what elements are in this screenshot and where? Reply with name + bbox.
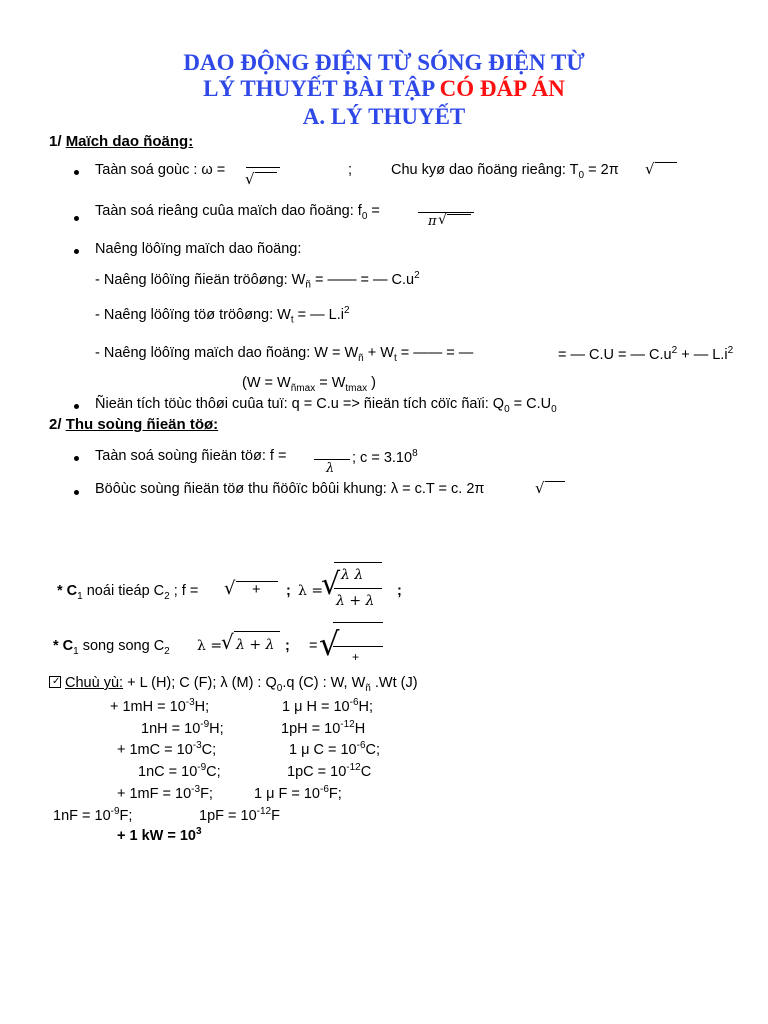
fraction-bar <box>333 646 383 647</box>
bullet-icon <box>74 170 79 175</box>
answer-label: CÓ ĐÁP ÁN <box>439 76 565 101</box>
plus-sign: + <box>252 582 261 598</box>
light-speed-formula: ; $c = 3.10^8$ <box>352 448 418 466</box>
sqrt-bar <box>333 622 383 623</box>
unit-mc: + $1mC = 10^{-3}C$; <box>117 740 217 758</box>
unit-mf: + $1mF = 10^{-3}F$; <box>117 784 213 802</box>
lambda-equals: λ = <box>197 638 223 654</box>
notes-heading: ✓ Chuù yù: + L (H); C (F); λ (M) : $Q_0.q$ (C) : W, $W_ñ$ .Wt (J) <box>49 675 418 694</box>
fraction-bar <box>314 459 350 460</box>
separator: ; <box>285 638 290 654</box>
bullet-icon <box>74 249 79 254</box>
unit-pc: $1pC = 10^{-12}C$ <box>287 762 372 780</box>
fraction-bar <box>246 167 280 168</box>
sqrt-icon: √ <box>221 630 234 654</box>
pi-symbol: π <box>428 214 437 229</box>
sqrt-icon: √ <box>321 567 341 602</box>
bullet-icon <box>74 490 79 495</box>
separator: ; <box>286 583 291 599</box>
series-formula: * $C_1$ noái tieáp $C_2$ ; f = <box>57 583 199 602</box>
sqrt-bar <box>255 172 277 173</box>
bullet-icon <box>74 216 79 221</box>
unit-nf: $1nF = 10^{-9}F$; <box>53 806 133 824</box>
title-line-1: DAO ĐỘNG ĐIỆN TỪ SÓNG ĐIỆN TỪ <box>183 50 585 75</box>
sqrt-bar <box>334 562 382 563</box>
section-2-heading: 2/ Thu soùng ñieän töø: <box>49 416 219 433</box>
title-line-2: LÝ THUYẾT BÀI TẬP CÓ ĐÁP ÁN <box>203 76 565 101</box>
unit-ph: $1pH = 10^{-12}H$ <box>281 719 366 737</box>
charge-formula: Ñieän tích töùc thôøi cuûa tuï: q = C.u => ñieän tích cöïc ñaïi: $Q_0 = C.U_0$ <box>95 396 557 415</box>
lambda-equals: λ = <box>298 583 324 599</box>
unit-kw: + 1 kW = $10^3$ <box>117 826 202 844</box>
lambda-symbol: λ <box>326 461 335 476</box>
lambda-sum: λ + λ <box>236 637 275 653</box>
total-energy-formula: - Naêng löôïng maïch dao ñoäng: $W = W_ñ + W_t$ = —— = — <box>95 345 474 364</box>
separator: ; <box>397 583 402 599</box>
sqrt-bar <box>545 481 565 482</box>
bullet-icon <box>74 456 79 461</box>
unit-uh: 1 μ $H = 10^{-6}H$; <box>282 697 374 715</box>
lambda-denominator: λ + λ <box>336 593 375 609</box>
unit-pf: $1pF = 10^{-12}F$ <box>199 806 280 824</box>
sqrt-icon: √ <box>438 212 447 228</box>
wave-frequency-formula: Taàn soá soùng ñieän töø: f = <box>95 448 287 464</box>
magnetic-energy-formula: - Naêng löôïng töø tröôøng: $W_t$ = — $L.i^2$ <box>95 305 350 326</box>
sqrt-icon: √ <box>319 625 340 663</box>
sqrt-icon: √ <box>224 578 236 599</box>
bullet-icon <box>74 404 79 409</box>
lambda-numerator: λ λ <box>341 567 364 583</box>
sqrt-icon: √ <box>645 160 655 178</box>
fraction-bar <box>334 588 382 589</box>
section-1-heading: 1/ Maïch dao ñoäng: <box>49 133 194 150</box>
period-formula: Chu kyø dao ñoäng rieâng: $T_0 = 2\pi$ <box>391 162 619 181</box>
energy-heading: Naêng löôïng maïch dao ñoäng: <box>95 241 302 257</box>
sqrt-bar <box>234 631 280 632</box>
unit-nh: $1nH = 10^{-9}H$; <box>141 719 224 737</box>
unit-mh: + $1mH = 10^{-3}H$; <box>110 697 210 715</box>
wavelength-formula: Böôùc soùng ñieän töø thu ñöôïc bôûi khung: λ = c.T = c. 2π <box>95 481 485 497</box>
equals-sign: = <box>309 638 318 654</box>
natural-frequency-formula: Taàn soá rieâng cuûa maïch dao ñoäng: $f_0$ = <box>95 203 380 222</box>
plus-sign: + <box>352 650 360 664</box>
max-energy-note: ($W = W_{ñmax} = W_{tmax}$ ) <box>242 375 376 394</box>
sqrt-bar <box>447 214 471 215</box>
sqrt-icon: √ <box>245 170 255 188</box>
checkbox-icon: ✓ <box>49 676 61 688</box>
total-energy-formula-tail: = — C.U = — $C.u^2$ + — $L.i^2$ <box>558 345 734 363</box>
electric-energy-formula: - Naêng löôïng ñieän tröôøng: $W_ñ$ = —— = — $C.u^2$ <box>95 270 420 291</box>
separator: ; <box>348 162 353 178</box>
unit-uc: 1 μ $C = 10^{-6}C$; <box>289 740 381 758</box>
unit-nc: $1nC = 10^{-9}C$; <box>138 762 221 780</box>
sqrt-bar <box>655 162 677 163</box>
sqrt-icon: √ <box>535 479 545 497</box>
parallel-formula: * $C_1$ song song $C_2$ <box>53 638 170 657</box>
unit-uf: 1 μ $F = 10^{-6}F$; <box>254 784 342 802</box>
section-a-title: A. LÝ THUYẾT <box>302 104 466 129</box>
angular-frequency-formula: Taàn soá goùc : ω = <box>95 162 226 178</box>
